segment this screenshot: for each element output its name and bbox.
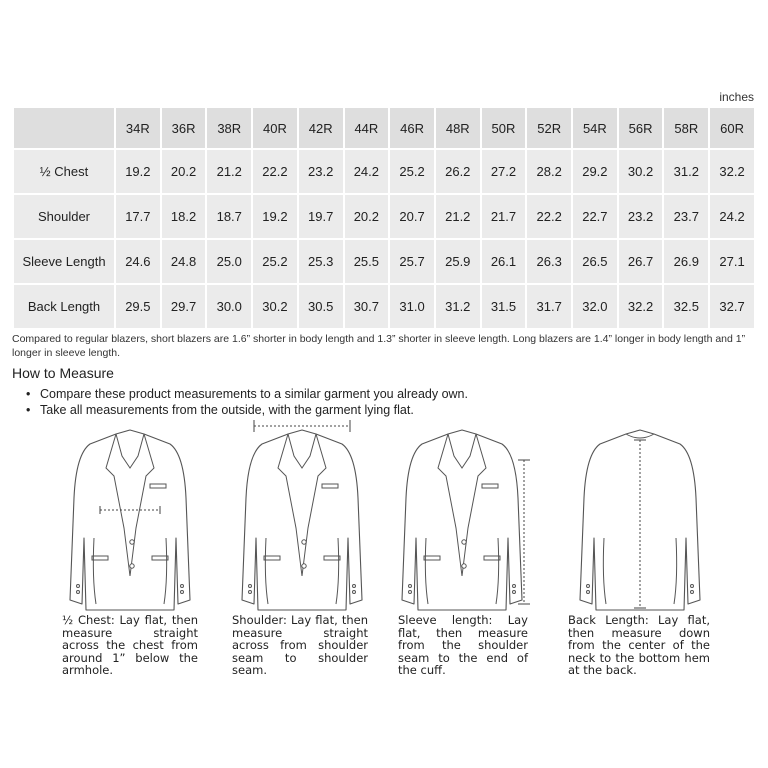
table-cell: 26.3	[527, 240, 571, 283]
size-header: 48R	[436, 108, 480, 148]
table-cell: 21.2	[436, 195, 480, 238]
table-cell: 25.2	[390, 150, 434, 193]
table-cell: 31.0	[390, 285, 434, 328]
table-cell: 23.7	[664, 195, 708, 238]
table-cell: 26.2	[436, 150, 480, 193]
table-cell: 19.2	[116, 150, 160, 193]
how-to-measure-title: How to Measure	[12, 365, 114, 381]
table-cell: 32.2	[710, 150, 754, 193]
table-cell: 30.0	[207, 285, 251, 328]
table-row	[14, 240, 754, 283]
size-header: 42R	[299, 108, 343, 148]
table-cell: 23.2	[619, 195, 663, 238]
table-cell: 30.2	[253, 285, 297, 328]
size-header: 36R	[162, 108, 206, 148]
jacket-outline	[402, 430, 522, 610]
table-cell: 27.2	[482, 150, 526, 193]
size-header-row	[14, 108, 754, 148]
table-cell: 24.2	[710, 195, 754, 238]
table-cell: 23.2	[299, 150, 343, 193]
table-cell: 27.1	[710, 240, 754, 283]
table-cell: 25.0	[207, 240, 251, 283]
figure-caption-chest: ½ Chest: Lay flat, then measure straight across the chest from around 1” below the armhole.	[62, 613, 198, 677]
table-cell: 18.7	[207, 195, 251, 238]
figure-caption-sleeve: Sleeve length: Lay flat, then measure from the shoulder seam to the end of the cuff.	[398, 613, 528, 677]
table-cell: 18.2	[162, 195, 206, 238]
table-cell: 26.1	[482, 240, 526, 283]
jacket-front-shoulder-icon	[238, 414, 366, 614]
jacket-front-sleeve-icon	[398, 428, 538, 614]
table-cell: 28.2	[527, 150, 571, 193]
size-header: 46R	[390, 108, 434, 148]
table-cell: 31.7	[527, 285, 571, 328]
row-label: Back Length	[14, 285, 114, 328]
jacket-outline	[242, 430, 362, 610]
table-cell: 32.2	[619, 285, 663, 328]
table-cell: 19.7	[299, 195, 343, 238]
table-cell: 32.0	[573, 285, 617, 328]
size-header: 40R	[253, 108, 297, 148]
table-corner-cell	[14, 108, 114, 148]
table-cell: 21.7	[482, 195, 526, 238]
table-cell: 22.2	[527, 195, 571, 238]
size-header: 56R	[619, 108, 663, 148]
table-cell: 20.7	[390, 195, 434, 238]
table-cell: 25.5	[345, 240, 389, 283]
bullet-item: • Take all measurements from the outside, with the garment lying flat.	[26, 402, 468, 418]
table-cell: 26.5	[573, 240, 617, 283]
table-cell: 20.2	[162, 150, 206, 193]
table-cell: 32.5	[664, 285, 708, 328]
table-cell: 20.2	[345, 195, 389, 238]
size-header: 58R	[664, 108, 708, 148]
figure-caption-shoulder: Shoulder: Lay flat, then measure straight across from shoulder seam to shoulder seam.	[232, 613, 368, 677]
table-cell: 25.2	[253, 240, 297, 283]
table-cell: 31.2	[436, 285, 480, 328]
table-cell: 30.2	[619, 150, 663, 193]
size-header: 60R	[710, 108, 754, 148]
jacket-outline	[70, 430, 190, 610]
table-cell: 30.7	[345, 285, 389, 328]
table-cell: 30.5	[299, 285, 343, 328]
table-row	[14, 285, 754, 328]
row-label: Sleeve Length	[14, 240, 114, 283]
size-header: 44R	[345, 108, 389, 148]
row-label: ½ Chest	[14, 150, 114, 193]
table-row	[14, 150, 754, 193]
table-cell: 29.7	[162, 285, 206, 328]
table-cell: 26.9	[664, 240, 708, 283]
table-cell: 25.3	[299, 240, 343, 283]
table-cell: 31.5	[482, 285, 526, 328]
jacket-front-chest-icon	[66, 428, 194, 614]
table-cell: 31.2	[664, 150, 708, 193]
size-header: 54R	[573, 108, 617, 148]
table-cell: 22.7	[573, 195, 617, 238]
size-header: 34R	[116, 108, 160, 148]
size-header: 38R	[207, 108, 251, 148]
size-header: 52R	[527, 108, 571, 148]
table-cell: 24.8	[162, 240, 206, 283]
size-header: 50R	[482, 108, 526, 148]
length-note: Compared to regular blazers, short blazers are 1.6” shorter in body length and 1.3” shorter in sleeve length. Long blazers are 1.4” longer in body length and 1” longer in sleeve length.	[12, 333, 746, 359]
table-cell: 24.6	[116, 240, 160, 283]
table-cell: 29.2	[573, 150, 617, 193]
bullet-item: • Compare these product measurements to a similar garment you already own.	[26, 386, 468, 402]
table-cell: 17.7	[116, 195, 160, 238]
table-cell: 32.7	[710, 285, 754, 328]
jacket-back-length-icon	[576, 428, 704, 614]
table-cell: 29.5	[116, 285, 160, 328]
table-cell: 26.7	[619, 240, 663, 283]
table-cell: 25.7	[390, 240, 434, 283]
unit-label: inches	[719, 90, 754, 104]
table-cell: 24.2	[345, 150, 389, 193]
table-cell: 25.9	[436, 240, 480, 283]
size-chart-table	[12, 106, 756, 330]
table-cell: 19.2	[253, 195, 297, 238]
table-row	[14, 195, 754, 238]
table-cell: 22.2	[253, 150, 297, 193]
figure-caption-back: Back Length: Lay flat, then measure down from the center of the neck to the bottom hem at the back.	[568, 613, 710, 677]
table-cell: 21.2	[207, 150, 251, 193]
row-label: Shoulder	[14, 195, 114, 238]
